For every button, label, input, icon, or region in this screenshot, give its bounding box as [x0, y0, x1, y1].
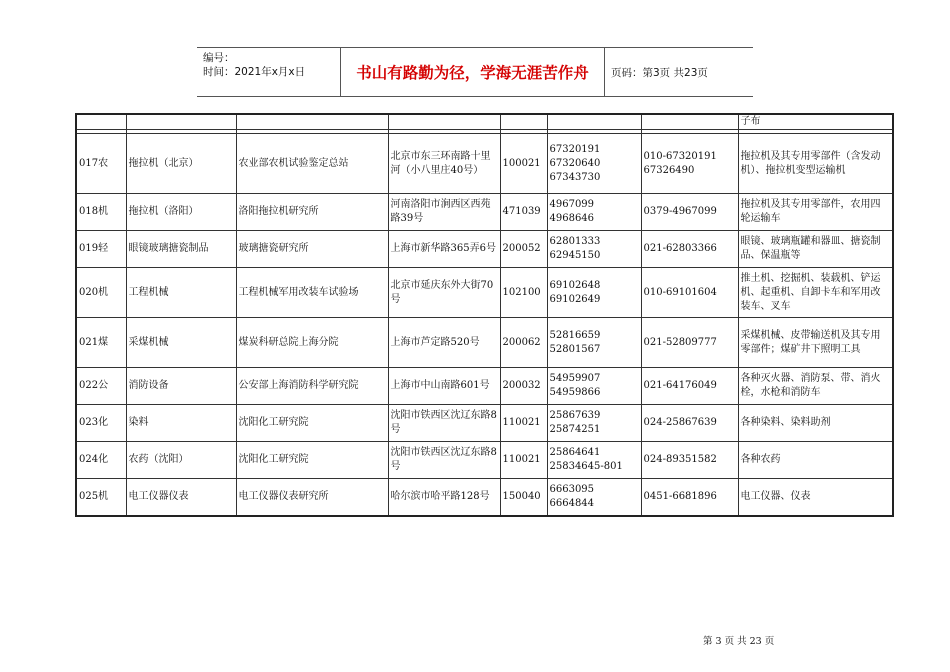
- row-org: 沈阳化工研究院: [236, 442, 388, 479]
- row-code: 020机: [76, 268, 126, 318]
- row-phone: 54959907 54959866: [547, 368, 641, 405]
- header-motto: 书山有路勤为径，学海无涯苦作舟: [341, 48, 605, 96]
- row-address: 上海市新华路365弄6号: [388, 231, 500, 268]
- row-zip: 110021: [500, 405, 547, 442]
- row-phone: 62801333 62945150: [547, 231, 641, 268]
- row-org: 电工仪器仪表研究所: [236, 479, 388, 516]
- row-fax: 010-67320191 67326490: [641, 134, 738, 194]
- row-address: 北京市延庆东外大街70号: [388, 268, 500, 318]
- table-row: [76, 231, 893, 268]
- row-zip: 110021: [500, 442, 547, 479]
- table-cell: [547, 114, 641, 130]
- row-code: 024化: [76, 442, 126, 479]
- row-fax: 021-52809777: [641, 318, 738, 368]
- page-header: [197, 47, 753, 97]
- row-zip: 471039: [500, 194, 547, 231]
- row-fax: 021-64176049: [641, 368, 738, 405]
- row-code: 025机: [76, 479, 126, 516]
- row-scope: 各种染料、染料助剂: [738, 405, 893, 442]
- row-org: 公安部上海消防科学研究院: [236, 368, 388, 405]
- row-phone: 69102648 69102649: [547, 268, 641, 318]
- table-cell: [641, 114, 738, 130]
- row-code: 018机: [76, 194, 126, 231]
- row-product: 染料: [126, 405, 236, 442]
- table-cell: [76, 114, 126, 130]
- row-phone: 6663095 6664844: [547, 479, 641, 516]
- row-org: 农业部农机试验鉴定总站: [236, 134, 388, 194]
- row-product: 拖拉机（北京）: [126, 134, 236, 194]
- institutes-table: [75, 113, 894, 517]
- header-meta: [197, 48, 341, 96]
- table-cell: [236, 114, 388, 130]
- row-scope: 采煤机械、皮带输送机及其专用零部件；煤矿井下照明工具: [738, 318, 893, 368]
- row-product: 农药（沈阳）: [126, 442, 236, 479]
- row-fax: 0451-6681896: [641, 479, 738, 516]
- row-code: 017农: [76, 134, 126, 194]
- table-row: [76, 318, 893, 368]
- row-org: 玻璃搪瓷研究所: [236, 231, 388, 268]
- row-code: 022公: [76, 368, 126, 405]
- time-label: 时间：2021年x月x日: [203, 66, 306, 78]
- table-cell: [126, 114, 236, 130]
- row-address: 哈尔滨市哈平路128号: [388, 479, 500, 516]
- row-code: 023化: [76, 405, 126, 442]
- row-fax: 024-89351582: [641, 442, 738, 479]
- row-scope: 拖拉机及其专用零部件（含发动机）、拖拉机变型运输机: [738, 134, 893, 194]
- row-code: 021煤: [76, 318, 126, 368]
- row-address: 上海市中山南路601号: [388, 368, 500, 405]
- row-org: 沈阳化工研究院: [236, 405, 388, 442]
- row-scope: 眼镜、玻璃瓶罐和器皿、搪瓷制品、保温瓶等: [738, 231, 893, 268]
- row-zip: 200062: [500, 318, 547, 368]
- row-org: 煤炭科研总院上海分院: [236, 318, 388, 368]
- row-zip: 200052: [500, 231, 547, 268]
- row-fax: 0379-4967099: [641, 194, 738, 231]
- row-address: 上海市芦定路520号: [388, 318, 500, 368]
- row-product: 采煤机械: [126, 318, 236, 368]
- row-scope: 各种灭火器、消防泵、带、消火栓，水枪和消防车: [738, 368, 893, 405]
- row-product: 拖拉机（洛阳）: [126, 194, 236, 231]
- row-fax: 010-69101604: [641, 268, 738, 318]
- row-scope: 拖拉机及其专用零部件，农用四轮运输车: [738, 194, 893, 231]
- row-phone: 52816659 52801567: [547, 318, 641, 368]
- row-phone: 25864641 25834645-801: [547, 442, 641, 479]
- row-phone: 25867639 25874251: [547, 405, 641, 442]
- row-fax: 021-62803366: [641, 231, 738, 268]
- row-org: 洛阳拖拉机研究所: [236, 194, 388, 231]
- row-product: 电工仪器仪表: [126, 479, 236, 516]
- code-label: 编号：: [203, 52, 235, 64]
- row-zip: 102100: [500, 268, 547, 318]
- row-scope: 各种农药: [738, 442, 893, 479]
- row-fax: 024-25867639: [641, 405, 738, 442]
- row-zip: 100021: [500, 134, 547, 194]
- table-top-row: [76, 114, 893, 130]
- row-address: 沈阳市铁西区沈辽东路8号: [388, 405, 500, 442]
- page-footer: 第 3 页 共 23 页: [703, 636, 775, 647]
- row-code: 019轻: [76, 231, 126, 268]
- table-row: [76, 405, 893, 442]
- row-product: 眼镜玻璃搪瓷制品: [126, 231, 236, 268]
- table-row: [76, 134, 893, 194]
- row-zip: 200032: [500, 368, 547, 405]
- top-row-note: 子布: [738, 114, 893, 130]
- row-address: 沈阳市铁西区沈辽东路8号: [388, 442, 500, 479]
- row-scope: 电工仪器、仪表: [738, 479, 893, 516]
- row-product: 消防设备: [126, 368, 236, 405]
- table-row: [76, 268, 893, 318]
- row-address: 河南洛阳市涧西区西苑路39号: [388, 194, 500, 231]
- table-row: [76, 479, 893, 516]
- table-cell: [500, 114, 547, 130]
- row-scope: 推土机、挖掘机、装载机、铲运机、起重机、自卸卡车和军用改装车、叉车: [738, 268, 893, 318]
- table-row: [76, 194, 893, 231]
- row-phone: 67320191 67320640 67343730: [547, 134, 641, 194]
- table-row: [76, 368, 893, 405]
- row-zip: 150040: [500, 479, 547, 516]
- row-product: 工程机械: [126, 268, 236, 318]
- row-org: 工程机械军用改装车试验场: [236, 268, 388, 318]
- table-cell: [388, 114, 500, 130]
- table-row: [76, 442, 893, 479]
- header-page-label: 页码：第3页 共23页: [611, 66, 708, 79]
- row-phone: 4967099 4968646: [547, 194, 641, 231]
- row-address: 北京市东三环南路十里河（小八里庄40号）: [388, 134, 500, 194]
